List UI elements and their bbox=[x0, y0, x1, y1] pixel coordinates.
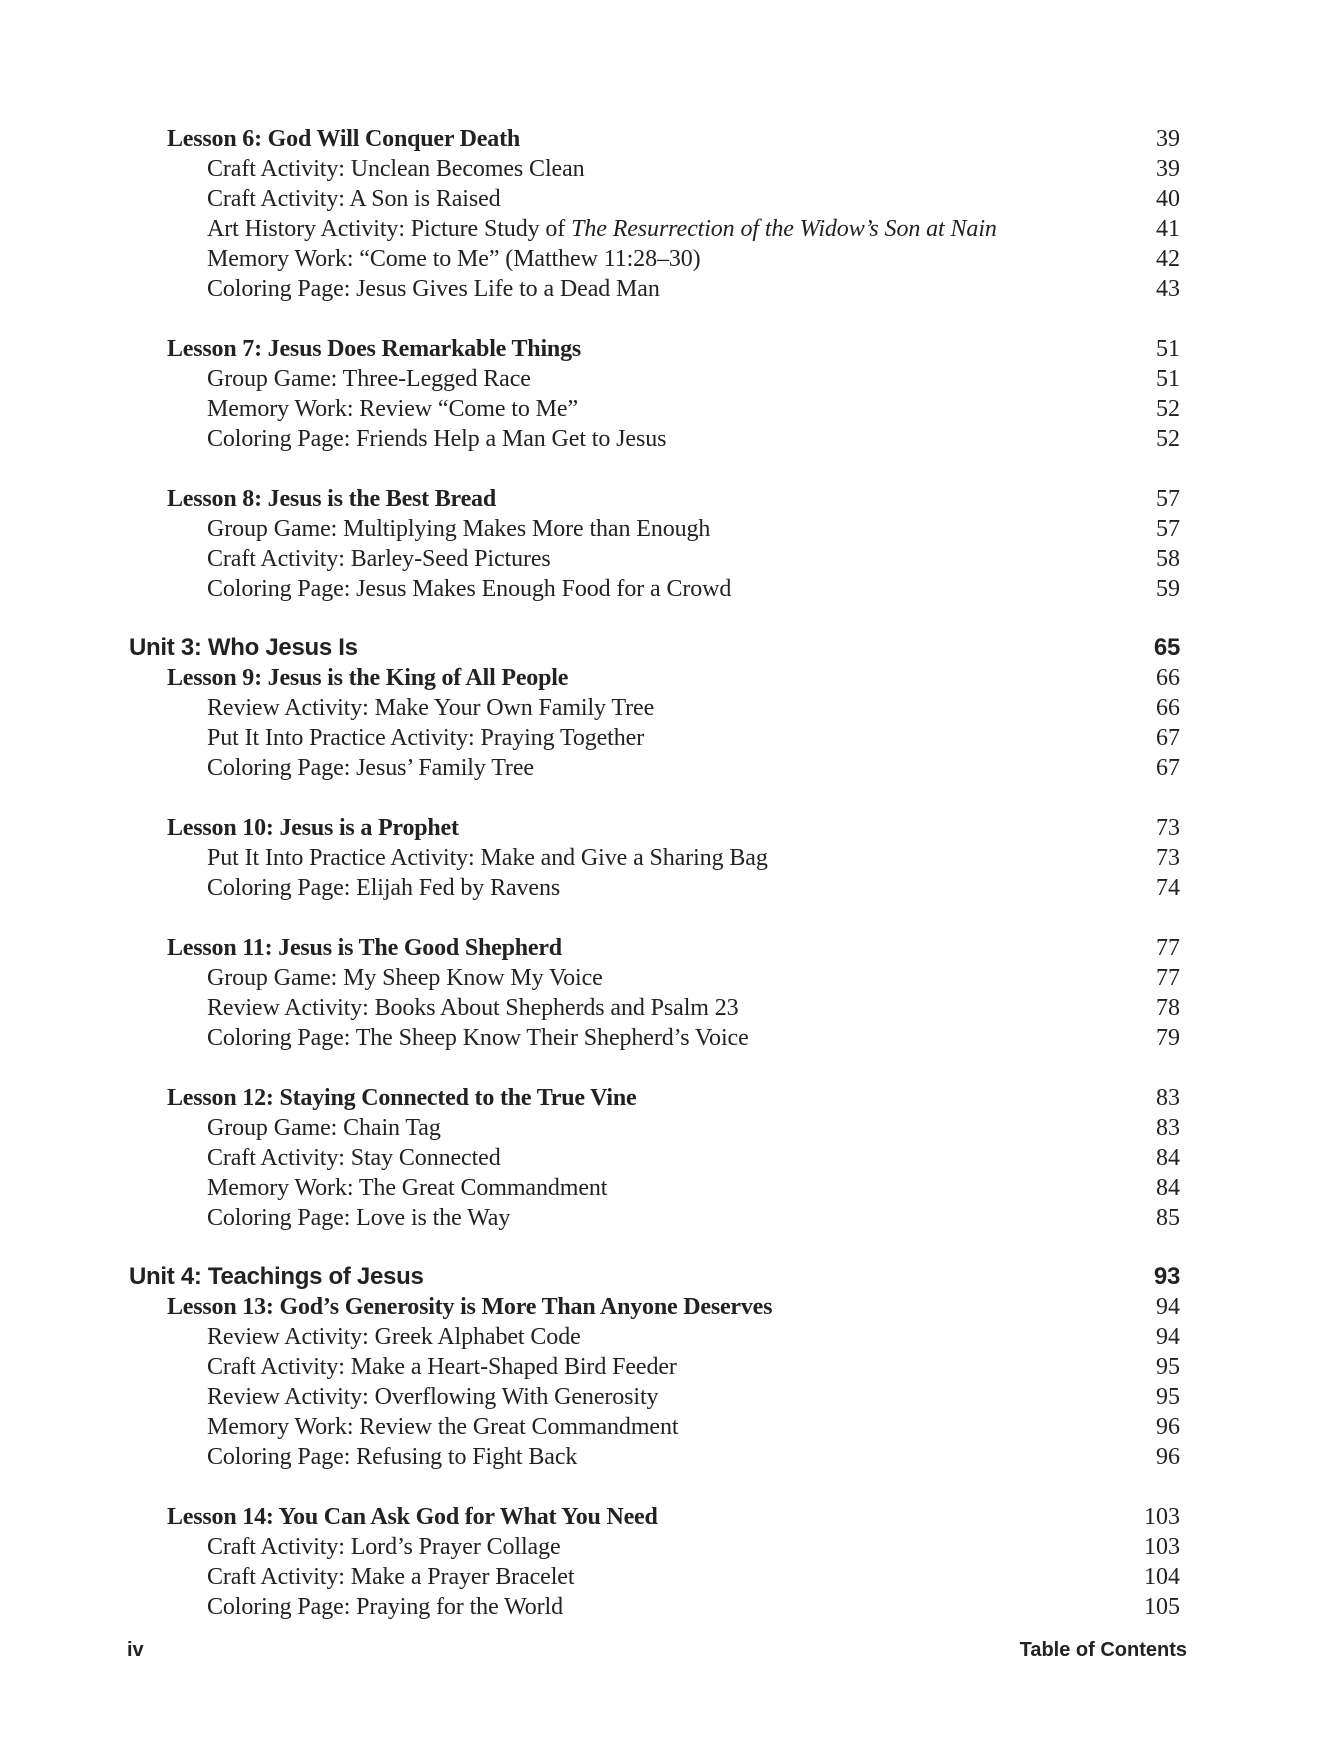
footer-section-title: Table of Contents bbox=[1019, 1639, 1187, 1661]
toc-title-italic-text: The Resurrection of the Widow’s Son at Nain bbox=[571, 216, 997, 242]
toc-item-title bbox=[207, 1382, 658, 1412]
toc-title-text: Craft Activity: A Son is Raised bbox=[207, 186, 501, 212]
toc-item-row bbox=[0, 993, 1342, 1023]
toc-title-text: Coloring Page: Praying for the World bbox=[207, 1594, 563, 1620]
toc-item-title bbox=[207, 424, 666, 454]
toc-item-row bbox=[0, 574, 1342, 604]
toc-lesson-title bbox=[167, 1292, 772, 1322]
toc-title-text: Craft Activity: Barley-Seed Pictures bbox=[207, 546, 551, 572]
toc-item-title bbox=[207, 1143, 501, 1173]
toc-title-text: Craft Activity: Unclean Becomes Clean bbox=[207, 156, 585, 182]
toc-title-text: Coloring Page: The Sheep Know Their Shepherd’s Voice bbox=[207, 1025, 749, 1051]
toc-item-row bbox=[0, 514, 1342, 544]
toc-title-text: Coloring Page: Friends Help a Man Get to Jesus bbox=[207, 426, 667, 452]
toc-page-number: 65 bbox=[1153, 634, 1180, 661]
toc-item-title bbox=[207, 1562, 574, 1592]
toc-item-row bbox=[0, 693, 1342, 723]
toc-page-number: 73 bbox=[1156, 815, 1180, 841]
toc-title-text: Memory Work: Review the Great Commandment bbox=[207, 1414, 679, 1440]
toc-page-number: 51 bbox=[1156, 366, 1180, 392]
toc-item-row bbox=[0, 1023, 1342, 1053]
toc-page-number: 57 bbox=[1156, 486, 1180, 512]
toc-item-row bbox=[0, 184, 1342, 214]
toc-page-number: 66 bbox=[1156, 695, 1180, 721]
toc-item-row bbox=[0, 1412, 1342, 1442]
toc-item-row bbox=[0, 394, 1342, 424]
toc-item-row bbox=[0, 1592, 1342, 1622]
toc-title-text: Put It Into Practice Activity: Praying Together bbox=[207, 725, 645, 751]
toc-item-title bbox=[207, 1352, 677, 1382]
toc-unit-title bbox=[129, 633, 358, 663]
toc-item-row bbox=[0, 873, 1342, 903]
toc-title-text: Craft Activity: Make a Prayer Bracelet bbox=[207, 1564, 575, 1590]
toc-title-text: Lesson 12: Staying Connected to the True Vine bbox=[167, 1085, 637, 1111]
toc-lesson-row bbox=[0, 1292, 1342, 1322]
toc-page-number: 58 bbox=[1156, 546, 1180, 572]
toc-title-text: Put It Into Practice Activity: Make and Give a Sharing Bag bbox=[207, 845, 768, 871]
toc-title-text: Lesson 8: Jesus is the Best Bread bbox=[167, 486, 496, 512]
toc-page-number: 42 bbox=[1156, 246, 1180, 272]
toc-title-text: Review Activity: Overflowing With Generosity bbox=[207, 1384, 659, 1410]
toc-title-text: Review Activity: Make Your Own Family Tree bbox=[207, 695, 655, 721]
toc-item-title bbox=[207, 1592, 563, 1622]
toc-page-number: 85 bbox=[1156, 1205, 1180, 1231]
toc-title-text: Lesson 7: Jesus Does Remarkable Things bbox=[167, 336, 582, 362]
toc-page-number: 84 bbox=[1156, 1145, 1180, 1171]
toc-page-number: 83 bbox=[1156, 1085, 1180, 1111]
toc-item-row bbox=[0, 1322, 1342, 1352]
toc-page-number: 94 bbox=[1156, 1324, 1180, 1350]
toc-item-title bbox=[207, 723, 644, 753]
toc-item-title bbox=[207, 1322, 581, 1352]
toc-item-row bbox=[0, 1532, 1342, 1562]
toc-page-number: 66 bbox=[1156, 665, 1180, 691]
toc-page-number: 73 bbox=[1156, 845, 1180, 871]
toc-item-title bbox=[207, 394, 578, 424]
toc-title-text: Coloring Page: Jesus’ Family Tree bbox=[207, 755, 534, 781]
toc-title-text: Lesson 11: Jesus is The Good Shepherd bbox=[167, 935, 562, 961]
toc-item-title bbox=[207, 993, 739, 1023]
toc-lesson-row bbox=[0, 334, 1342, 364]
toc-page-number: 40 bbox=[1156, 186, 1180, 212]
toc-item-title bbox=[207, 1173, 607, 1203]
toc-page-number: 84 bbox=[1156, 1175, 1180, 1201]
toc-page-number: 95 bbox=[1156, 1384, 1180, 1410]
toc-title-text: Memory Work: “Come to Me” (Matthew 11:28–30) bbox=[207, 246, 701, 272]
toc-item-row bbox=[0, 214, 1342, 244]
toc-unit-row bbox=[0, 1262, 1342, 1292]
toc-item-title bbox=[207, 1113, 441, 1143]
toc-item-title bbox=[207, 1412, 678, 1442]
toc-item-title bbox=[207, 963, 603, 993]
toc-item-title bbox=[207, 364, 531, 394]
toc-item-title bbox=[207, 184, 501, 214]
toc-item-row bbox=[0, 1203, 1342, 1233]
toc-page-number: 59 bbox=[1156, 576, 1180, 602]
toc-lesson-title bbox=[167, 334, 581, 364]
toc-unit-title bbox=[129, 1262, 424, 1292]
toc-item-row bbox=[0, 1143, 1342, 1173]
toc-item-title bbox=[207, 544, 551, 574]
toc-lesson-title bbox=[167, 813, 459, 843]
toc-page-number: 95 bbox=[1156, 1354, 1180, 1380]
toc-page-number: 93 bbox=[1153, 1263, 1180, 1290]
toc-page-number: 43 bbox=[1156, 276, 1180, 302]
toc-page-number: 52 bbox=[1156, 426, 1180, 452]
toc-title-text: Group Game: Three-Legged Race bbox=[207, 366, 531, 392]
toc-item-row bbox=[0, 544, 1342, 574]
toc-lesson-title bbox=[167, 933, 562, 963]
toc-title-text: Lesson 14: You Can Ask God for What You Need bbox=[167, 1504, 658, 1530]
toc-title-text: Lesson 13: God’s Generosity is More Than Anyone Deserves bbox=[167, 1294, 773, 1320]
toc-page-number: 67 bbox=[1156, 725, 1180, 751]
toc-lesson-row bbox=[0, 484, 1342, 514]
toc-item-title bbox=[207, 1023, 749, 1053]
toc-item-title bbox=[207, 693, 654, 723]
toc-item-row bbox=[0, 1442, 1342, 1472]
toc-item-title bbox=[207, 214, 997, 244]
toc-lesson-row bbox=[0, 933, 1342, 963]
toc-lesson-row bbox=[0, 1502, 1342, 1532]
toc-page-number: 78 bbox=[1156, 995, 1180, 1021]
toc-page-number: 39 bbox=[1156, 156, 1180, 182]
toc-title-text: Coloring Page: Jesus Gives Life to a Dead Man bbox=[207, 276, 660, 302]
footer-page-number: iv bbox=[127, 1639, 144, 1661]
toc-title-text: Lesson 6: God Will Conquer Death bbox=[167, 126, 521, 152]
toc-page-number: 39 bbox=[1156, 126, 1180, 152]
toc-item-title bbox=[207, 1442, 577, 1472]
toc-item-row bbox=[0, 1352, 1342, 1382]
toc-item-row bbox=[0, 753, 1342, 783]
toc-page-number: 77 bbox=[1156, 935, 1180, 961]
toc-title-text: Unit 4: Teachings of Jesus bbox=[129, 1263, 424, 1290]
toc-title-text: Coloring Page: Refusing to Fight Back bbox=[207, 1444, 578, 1470]
toc-item-row bbox=[0, 963, 1342, 993]
toc-page-number: 51 bbox=[1156, 336, 1180, 362]
toc-item-title bbox=[207, 1203, 510, 1233]
toc-item-row bbox=[0, 274, 1342, 304]
toc-page-number: 103 bbox=[1144, 1504, 1180, 1530]
toc-item-row bbox=[0, 364, 1342, 394]
toc-lesson-title bbox=[167, 1502, 658, 1532]
toc-title-text: Group Game: Multiplying Makes More than Enough bbox=[207, 516, 711, 542]
toc-page-number: 74 bbox=[1156, 875, 1180, 901]
toc-item-row bbox=[0, 1382, 1342, 1412]
toc-page-number: 105 bbox=[1144, 1594, 1180, 1620]
toc-unit-row bbox=[0, 633, 1342, 663]
toc-title-text: Review Activity: Greek Alphabet Code bbox=[207, 1324, 581, 1350]
toc-page-number: 103 bbox=[1144, 1534, 1180, 1560]
toc-item-row bbox=[0, 244, 1342, 274]
toc-item-row bbox=[0, 1113, 1342, 1143]
toc-item-title bbox=[207, 873, 560, 903]
toc-lesson-title bbox=[167, 663, 568, 693]
toc-page-number: 96 bbox=[1156, 1444, 1180, 1470]
toc-item-title bbox=[207, 154, 585, 184]
toc-lesson-title bbox=[167, 124, 520, 154]
toc-title-text: Coloring Page: Jesus Makes Enough Food for a Crowd bbox=[207, 576, 732, 602]
toc-title-text: Craft Activity: Lord’s Prayer Collage bbox=[207, 1534, 561, 1560]
toc-item-row bbox=[0, 1173, 1342, 1203]
toc-page-number: 79 bbox=[1156, 1025, 1180, 1051]
toc-lesson-row bbox=[0, 124, 1342, 154]
toc-item-title bbox=[207, 843, 768, 873]
toc-title-text: Coloring Page: Love is the Way bbox=[207, 1205, 511, 1231]
toc-item-row bbox=[0, 723, 1342, 753]
toc-page-number: 52 bbox=[1156, 396, 1180, 422]
toc-title-text: Craft Activity: Stay Connected bbox=[207, 1145, 501, 1171]
toc-title-text: Memory Work: Review “Come to Me” bbox=[207, 396, 579, 422]
toc-page-number: 41 bbox=[1156, 216, 1180, 242]
toc-page-number: 96 bbox=[1156, 1414, 1180, 1440]
toc-title-text: Craft Activity: Make a Heart-Shaped Bird Feeder bbox=[207, 1354, 677, 1380]
toc-item-row bbox=[0, 424, 1342, 454]
toc-page-number: 77 bbox=[1156, 965, 1180, 991]
toc-item-title bbox=[207, 514, 710, 544]
toc-title-text: Coloring Page: Elijah Fed by Ravens bbox=[207, 875, 561, 901]
toc-title-text: Lesson 9: Jesus is the King of All People bbox=[167, 665, 569, 691]
toc-page-number: 94 bbox=[1156, 1294, 1180, 1320]
toc-page-number: 67 bbox=[1156, 755, 1180, 781]
toc-title-text: Review Activity: Books About Shepherds and Psalm 23 bbox=[207, 995, 739, 1021]
toc-item-row bbox=[0, 154, 1342, 184]
toc-page-number: 83 bbox=[1156, 1115, 1180, 1141]
toc-page-number: 104 bbox=[1144, 1564, 1180, 1590]
toc-title-text: Unit 3: Who Jesus Is bbox=[129, 634, 358, 661]
toc-item-title bbox=[207, 574, 731, 604]
toc-lesson-title bbox=[167, 1083, 636, 1113]
toc-title-text: Group Game: My Sheep Know My Voice bbox=[207, 965, 603, 991]
toc-lesson-row bbox=[0, 1083, 1342, 1113]
toc-item-title bbox=[207, 244, 701, 274]
toc-page-number: 57 bbox=[1156, 516, 1180, 542]
toc-lesson-row bbox=[0, 813, 1342, 843]
toc-title-text: Art History Activity: Picture Study of bbox=[207, 216, 572, 242]
toc-item-title bbox=[207, 753, 534, 783]
toc-item-row bbox=[0, 843, 1342, 873]
toc-title-text: Memory Work: The Great Commandment bbox=[207, 1175, 608, 1201]
toc-lesson-title bbox=[167, 484, 496, 514]
toc-title-text: Lesson 10: Jesus is a Prophet bbox=[167, 815, 459, 841]
toc-lesson-row bbox=[0, 663, 1342, 693]
toc-item-row bbox=[0, 1562, 1342, 1592]
toc-item-title bbox=[207, 1532, 561, 1562]
toc-title-text: Group Game: Chain Tag bbox=[207, 1115, 441, 1141]
toc-item-title bbox=[207, 274, 660, 304]
